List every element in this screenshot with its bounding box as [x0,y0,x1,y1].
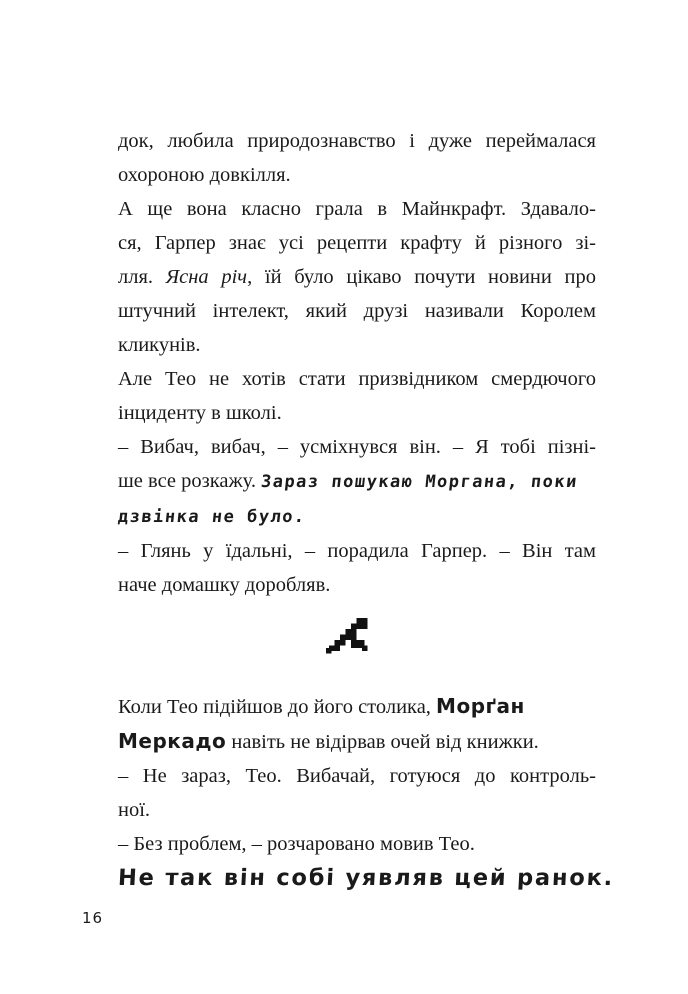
text-block-top [118,124,596,602]
text-line: А ще вона класно грала в Майнкрафт. Здавало- [118,198,596,220]
character-name: Меркадо [118,729,227,753]
text-segment: навіть не відірвав очей від книжки. [226,731,539,753]
text-line: охороною довкілля. [118,164,291,186]
text-line: Але Тео не хотів стати призвідником смердючого [118,368,596,390]
text-line: – Вибач, вибач, – усміхнувся він. – Я тобі пізні- [118,436,596,458]
text-segment: , їй було цікаво почути новини про [247,266,597,288]
text-line: – Не зараз, Тео. Вибачай, готуюся до контроль- [118,765,596,787]
text-line [118,499,596,534]
pixel-sword-icon [326,615,370,659]
text-line [117,861,615,896]
text-block-bottom [117,689,615,896]
text-line: док, любила природознавство і дуже переймалася [118,130,596,152]
text-line: кликунів. [118,334,201,356]
handwritten-thought: дзвінка не було. [116,507,307,527]
text-line: – Глянь у їдальні, – порадила Гарпер. – Він там [118,540,596,562]
character-name: Морґан [436,694,525,718]
text-line: – Без проблем, – розчаровано мовив Тео. [118,833,475,855]
italic-phrase: Ясна річ [165,266,248,288]
text-line: ся, Гарпер знає усі рецепти крафту й різного зі- [118,232,596,254]
text-line: наче домашку доробляв. [118,574,331,596]
page-number: 16 [82,909,104,927]
text-line [118,724,596,759]
text-segment: Коли Тео підійшов до його столика, [118,696,437,718]
handwritten-thought: Не так він собі уявляв цей ранок. [117,865,615,891]
text-line [118,260,596,294]
text-line: інциденту в школі. [118,402,282,424]
text-line: ної. [118,799,151,821]
text-segment: лля. [118,266,166,288]
handwritten-thought: Зараз пошукаю Моргана, поки [260,472,580,492]
text-segment: ше все розкажу. [118,470,262,492]
text-line [118,464,596,499]
text-line: штучний інтелект, який друзі називали Королем [118,300,596,322]
text-line [118,689,596,724]
